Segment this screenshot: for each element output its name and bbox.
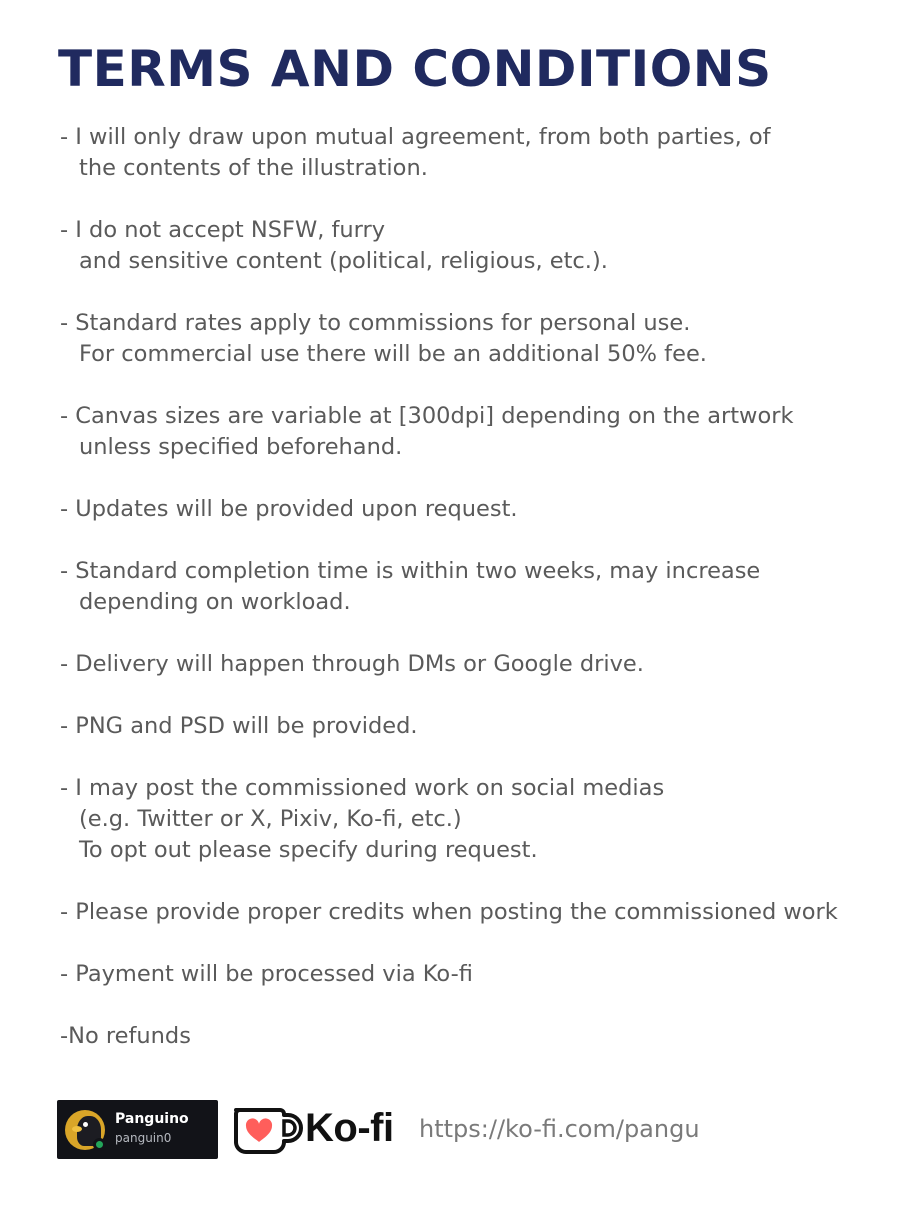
term-line: -No refunds	[60, 1023, 191, 1049]
term-line: - I may post the commissioned work on social medias	[60, 775, 665, 801]
term-item	[60, 122, 900, 184]
term-item	[60, 494, 900, 525]
term-line: For commercial use there will be an additional 50% fee.	[79, 341, 707, 367]
term-item	[60, 711, 900, 742]
term-line: - I will only draw upon mutual agreement, from both parties, of	[60, 124, 771, 150]
term-line: (e.g. Twitter or X, Pixiv, Ko-fi, etc.)	[79, 806, 462, 832]
term-item	[60, 773, 900, 866]
term-line: - Updates will be provided upon request.	[60, 496, 518, 522]
term-line: - I do not accept NSFW, furry	[60, 217, 386, 243]
term-line: the contents of the illustration.	[79, 155, 428, 181]
term-line: To opt out please specify during request.	[79, 837, 538, 863]
discord-profile-card[interactable]	[57, 1100, 218, 1159]
term-line: - Standard completion time is within two weeks, may increase	[60, 558, 761, 584]
page-title: TERMS AND CONDITIONS	[58, 40, 772, 98]
term-item	[60, 649, 900, 680]
term-line: depending on workload.	[79, 589, 351, 615]
profile-name: Panguino	[115, 1111, 189, 1127]
profile-handle: panguin0	[115, 1131, 172, 1145]
term-item	[60, 556, 900, 618]
term-line: - PNG and PSD will be provided.	[60, 713, 418, 739]
term-line: unless specified beforehand.	[79, 434, 403, 460]
kofi-url-link[interactable]: https://ko-fi.com/pangu	[419, 1115, 700, 1143]
term-item	[60, 897, 900, 928]
term-line: and sensitive content (political, religious, etc.).	[79, 248, 608, 274]
term-item	[60, 308, 900, 370]
term-line: - Canvas sizes are variable at [300dpi] depending on the artwork	[60, 403, 794, 429]
terms-list	[60, 122, 900, 1083]
online-status-icon	[93, 1138, 106, 1151]
term-line: - Payment will be processed via Ko-fi	[60, 961, 473, 987]
term-line: - Standard rates apply to commissions for personal use.	[60, 310, 691, 336]
kofi-cup-icon	[231, 1104, 303, 1154]
footer	[57, 1100, 907, 1160]
kofi-wordmark: Ko-fi	[305, 1106, 394, 1150]
term-item	[60, 401, 900, 463]
kofi-logo[interactable]	[231, 1104, 407, 1158]
term-line: - Please provide proper credits when posting the commissioned work	[60, 899, 838, 925]
term-item	[60, 215, 900, 277]
term-line: - Delivery will happen through DMs or Google drive.	[60, 651, 644, 677]
term-item	[60, 959, 900, 990]
term-item	[60, 1021, 900, 1052]
